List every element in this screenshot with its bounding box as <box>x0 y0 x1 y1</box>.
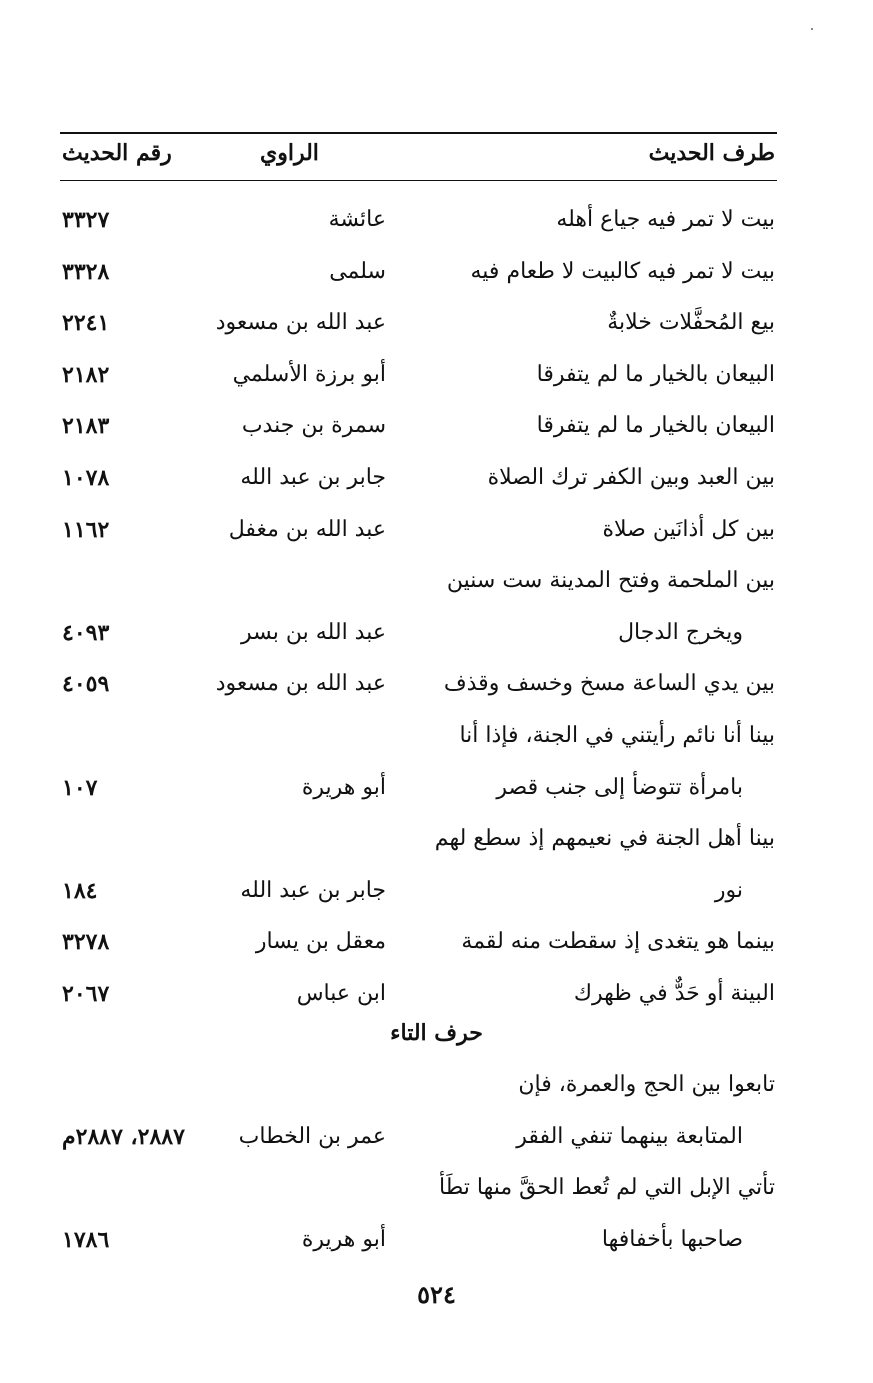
hadith-text: بيت لا تمر فيه كالبيت لا طعام فيه <box>470 258 775 284</box>
hadith-number: ١٨٤ <box>62 877 98 904</box>
index-row <box>0 766 873 810</box>
hadith-text: بينا أنا نائم رأيتني في الجنة، فإذا أنا <box>459 723 775 748</box>
hadith-text: بين يدي الساعة مسخ وخسف وقذف <box>443 671 775 697</box>
index-row <box>0 353 873 397</box>
header-bottom-rule <box>60 180 777 181</box>
hadith-number: ٤٠٩٣ <box>62 619 110 646</box>
index-row <box>0 714 873 758</box>
hadith-text: بيت لا تمر فيه جياع أهله <box>556 207 775 232</box>
hadith-number: ٢١٨٣ <box>62 413 110 440</box>
narrator-name: جابر بن عبد الله <box>240 877 386 903</box>
index-row <box>0 1218 873 1262</box>
hadith-text: تابعوا بين الحج والعمرة، فإن <box>518 1072 775 1097</box>
hadith-number: ١٧٨٦ <box>62 1226 110 1253</box>
narrator-name: ابن عباس <box>296 981 386 1006</box>
section-heading: حرف التاء <box>390 1020 483 1046</box>
narrator-name: عبد الله بن مغفل <box>228 516 386 542</box>
index-row <box>0 972 873 1016</box>
index-row <box>0 662 873 706</box>
hadith-text: البينة أو حَدٌّ في ظهرك <box>573 981 775 1006</box>
index-row <box>0 559 873 603</box>
header-hadith: طرف الحديث <box>648 140 775 166</box>
hadith-text: تأتي الإبل التي لم تُعط الحقَّ منها تطَأ <box>439 1175 775 1201</box>
narrator-name: معقل بن يسار <box>255 929 386 955</box>
narrator-name: أبو هريرة <box>301 774 386 800</box>
hadith-number: ٢٠٦٧ <box>62 981 110 1007</box>
hadith-text: ويخرج الدجال <box>618 619 743 645</box>
index-row <box>0 1166 873 1210</box>
header-narrator: الراوي <box>260 140 319 166</box>
hadith-text: صاحبها بأخفافها <box>601 1226 743 1252</box>
hadith-text: بينما هو يتغدى إذ سقطت منه لقمة <box>461 929 775 955</box>
hadith-text: بين الملحمة وفتح المدينة ست سنين <box>446 568 775 594</box>
index-row <box>0 1063 873 1107</box>
narrator-name: أبو برزة الأسلمي <box>232 361 386 387</box>
narrator-name: عبد الله بن مسعود <box>215 310 386 336</box>
hadith-text: البيعان بالخيار ما لم يتفرقا <box>536 361 775 387</box>
index-row <box>0 1115 873 1159</box>
hadith-number: ٢١٨٢ <box>62 361 110 388</box>
hadith-text: البيعان بالخيار ما لم يتفرقا <box>536 413 775 439</box>
index-row <box>0 920 873 964</box>
index-row <box>0 456 873 500</box>
hadith-text: المتابعة بينهما تنفي الفقر <box>516 1123 743 1149</box>
hadith-number: ٣٣٢٨ <box>62 258 110 285</box>
hadith-number: ١٠٧ <box>62 774 98 801</box>
scan-speck <box>811 28 813 30</box>
index-row <box>0 869 873 913</box>
index-row <box>0 404 873 448</box>
hadith-number: ٣٢٧٨ <box>62 929 110 956</box>
narrator-name: عبد الله بن مسعود <box>215 671 386 697</box>
narrator-name: عمر بن الخطاب <box>238 1123 386 1149</box>
hadith-number: ٣٣٢٧ <box>62 207 110 233</box>
narrator-name: جابر بن عبد الله <box>240 465 386 490</box>
narrator-name: عبد الله بن بسر <box>241 619 386 645</box>
header-number: رقم الحديث <box>62 140 172 166</box>
page-number: ٥٢٤ <box>417 1280 456 1309</box>
narrator-name: عائشة <box>328 207 386 232</box>
index-row <box>0 611 873 655</box>
hadith-text: بين العبد وبين الكفر ترك الصلاة <box>487 465 775 490</box>
index-row <box>0 817 873 861</box>
index-row <box>0 508 873 552</box>
narrator-name: أبو هريرة <box>301 1226 386 1252</box>
hadith-text: بين كل أذانَين صلاة <box>602 516 775 542</box>
hadith-number: ٢٢٤١ <box>62 310 110 337</box>
index-row <box>0 301 873 345</box>
hadith-text: بامرأة تتوضأ إلى جنب قصر <box>496 774 743 800</box>
narrator-name: سلمى <box>329 258 386 284</box>
hadith-number: ٤٠٥٩ <box>62 671 110 698</box>
hadith-text: بيع المُحفَّلات خلابةٌ <box>607 310 775 336</box>
hadith-text: نور <box>714 877 743 903</box>
index-row <box>0 250 873 294</box>
header-top-rule <box>60 132 777 134</box>
hadith-text: بينا أهل الجنة في نعيمهم إذ سطع لهم <box>434 826 775 852</box>
hadith-number: ١٠٧٨ <box>62 465 110 491</box>
index-row <box>0 198 873 242</box>
hadith-number: ٢٨٨٧، ٢٨٨٧م <box>62 1123 185 1150</box>
narrator-name: سمرة بن جندب <box>241 413 386 439</box>
hadith-number: ١١٦٢ <box>62 516 110 543</box>
